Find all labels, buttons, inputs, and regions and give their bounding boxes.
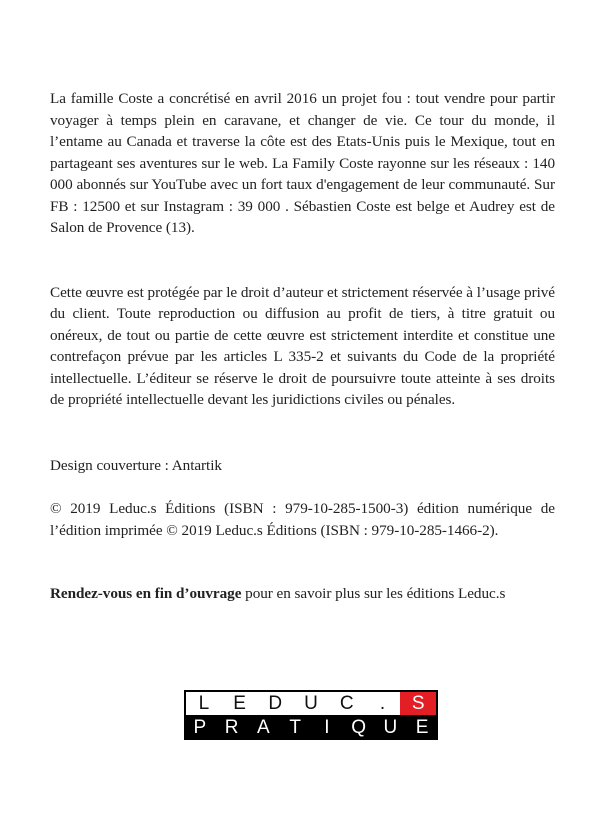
logo-letter: E	[233, 693, 246, 714]
logo-letter: I	[324, 717, 330, 738]
logo-letter: U	[304, 693, 318, 714]
logo-letter: A	[257, 717, 270, 738]
copyright-isbn: © 2019 Leduc.s Éditions (ISBN : 979-10-285-1500-3) édition numérique de l’édition imprimée © 2019 Leduc.s Éditions (ISBN : 979-10-285-1466-2).	[50, 500, 555, 539]
logo-letter: C	[339, 693, 354, 714]
logo-letter: U	[383, 717, 398, 738]
logo-letter: P	[193, 717, 207, 738]
logo-top-row	[184, 690, 438, 715]
logo-letter: E	[415, 717, 429, 738]
logo-letter: Q	[351, 717, 367, 738]
logo-letter-accent: S	[400, 692, 436, 715]
author-bio: La famille Coste a concrétisé en avril 2016 un projet fou : tout vendre pour partir voyager à temps plein en caravane, et changer de vie. Ce tour du monde, il l’entame au Canada et traverse la côte est des Etats-Unis puis le Mexique, tout en partageant ses aventures sur le web. La Family Coste rayonne sur les réseaux : 140 000 abonnés sur YouTube avec un fort taux d'engagement de leur communauté. Sur FB : 12500 et sur Instagram : 39 000 . Sébastien Coste est belge et Audrey est de Salon de Provence (13).	[50, 90, 555, 236]
logo-letter: D	[268, 693, 283, 714]
rendezvous-rest: pour en savoir plus sur les éditions Leduc.s	[241, 585, 506, 602]
rights-notice: Cette œuvre est protégée par le droit d’auteur et strictement réservée à l’usage privé du client. Toute reproduction ou diffusion au profit de tiers, à titre gratuit ou onéreux, de tout ou partie de cette œuvre est strictement interdite et constitue une contrefaçon prévue par les articles L 335-2 et suivants du Code de la propriété intellectuelle. L’éditeur se réserve le droit de poursuivre toute atteinte à ses droits de propriété intellectuelle devant les juridictions civiles ou pénales.	[50, 283, 555, 408]
logo-letter: .	[379, 693, 386, 714]
cover-design-credit: Design couverture : Antartik	[50, 456, 222, 474]
rendezvous-note	[50, 583, 555, 605]
logo-letter: L	[198, 693, 210, 714]
copyright-page	[50, 88, 555, 605]
logo-letter: R	[224, 717, 239, 738]
logo-letter: T	[289, 717, 301, 738]
rendezvous-bold: Rendez-vous en fin d’ouvrage	[50, 585, 242, 602]
publisher-logo	[184, 690, 438, 740]
logo-bottom-row	[184, 715, 438, 740]
